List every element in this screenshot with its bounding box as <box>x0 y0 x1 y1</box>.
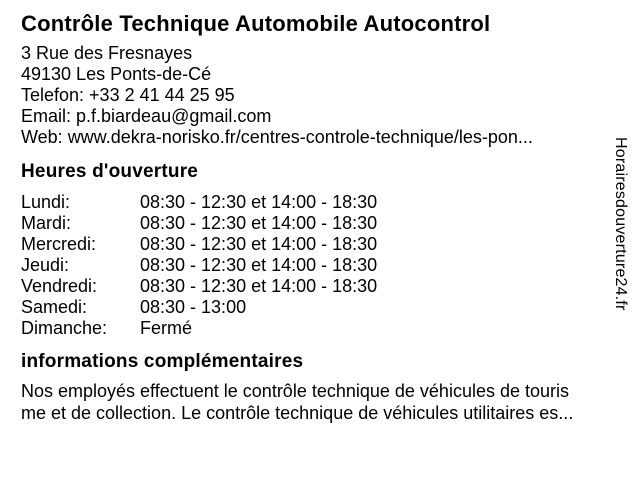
opening-hours-heading: Heures d'ouverture <box>21 161 199 182</box>
hours-time-value: 08:30 - 13:00 <box>140 297 247 317</box>
phone-line: Telefon: +33 2 41 44 25 95 <box>21 85 235 105</box>
hours-day-label: Mardi: <box>21 213 72 233</box>
hours-time-value: 08:30 - 12:30 et 14:00 - 18:30 <box>140 213 378 233</box>
page-title: Contrôle Technique Automobile Autocontrol <box>21 11 491 36</box>
opening-hours-table <box>21 192 377 339</box>
hours-time-value: 08:30 - 12:30 et 14:00 - 18:30 <box>140 276 378 296</box>
hours-row-thursday <box>21 255 377 276</box>
hours-row-wednesday <box>21 234 377 255</box>
watermark-site-link[interactable]: Horairesdouverture24.fr <box>612 137 629 311</box>
hours-time-value: 08:30 - 12:30 et 14:00 - 18:30 <box>140 255 378 275</box>
hours-day-label: Vendredi: <box>21 276 98 296</box>
address-line-1: 3 Rue des Fresnayes <box>21 43 193 63</box>
hours-day-label: Samedi: <box>21 297 88 317</box>
hours-day-label: Mercredi: <box>21 234 97 254</box>
email-line[interactable]: Email: p.f.biardeau@gmail.com <box>21 106 272 126</box>
hours-day-label: Lundi: <box>21 192 71 212</box>
address-line-2: 49130 Les Ponts-de-Cé <box>21 64 212 84</box>
info-text-line-1: Nos employés effectuent le contrôle technique de véhicules de touris <box>21 381 569 401</box>
hours-time-value: Fermé <box>140 318 193 338</box>
hours-row-friday <box>21 276 377 297</box>
contact-block <box>21 43 533 148</box>
hours-time-value: 08:30 - 12:30 et 14:00 - 18:30 <box>140 234 378 254</box>
info-text-line-2: me et de collection. Le contrôle technique de véhicules utilitaires es... <box>21 402 574 423</box>
hours-day-label: Dimanche: <box>21 318 108 338</box>
hours-row-tuesday <box>21 213 377 234</box>
additional-info-text <box>21 381 621 424</box>
hours-row-monday <box>21 192 377 213</box>
hours-row-saturday <box>21 297 377 318</box>
website-line[interactable]: Web: www.dekra-norisko.fr/centres-controle-technique/les-pon... <box>21 127 533 147</box>
hours-time-value: 08:30 - 12:30 et 14:00 - 18:30 <box>140 192 378 212</box>
hours-row-sunday <box>21 318 377 339</box>
hours-day-label: Jeudi: <box>21 255 70 275</box>
additional-info-heading: informations complémentaires <box>21 351 304 372</box>
